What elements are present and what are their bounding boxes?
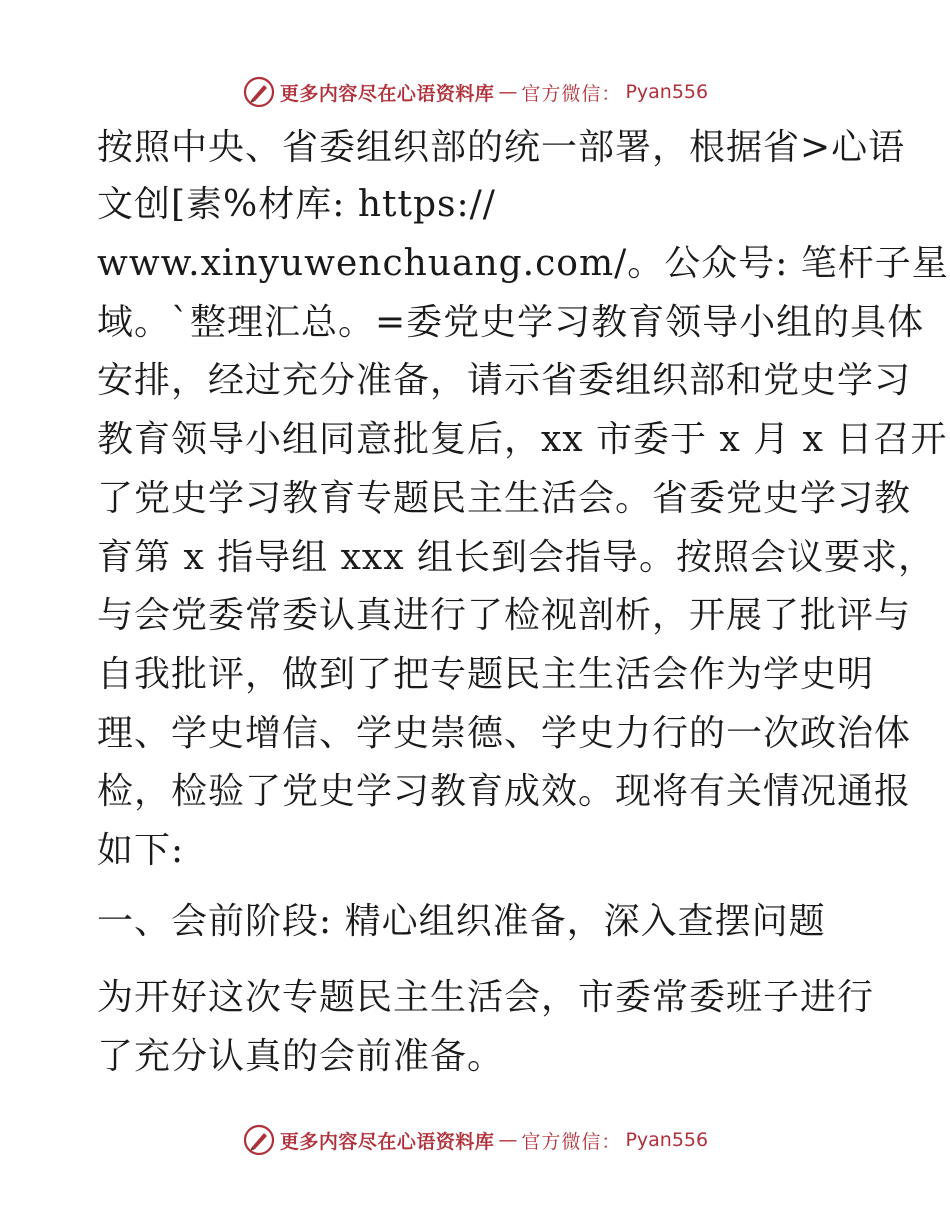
body-line: 与会党委常委认真进行了检视剖析，开展了批评与 [97,595,912,636]
watermark-wechat-id: Pyan556 [625,1129,709,1151]
body-line: 域。`整理汇总。=委党史学习教育领导小组的具体 [97,302,925,343]
body-line: 检，检验了党史学习教育成效。现将有关情况通报 [97,771,912,812]
body-line: 了充分认真的会前准备。 [97,1036,505,1077]
body-line: www.xinyuwenchuang.com/。公众号: 笔杆子星 [97,243,949,284]
body-line: 安排，经过充分准备，请示省委组织部和党史学习 [97,360,912,401]
body-line: 自我批评，做到了把专题民主生活会作为学史明 [97,654,875,695]
body-line: 为开好这次专题民主生活会，市委常委班子进行 [97,977,875,1018]
watermark-official-label: 官方微信： [521,1130,622,1153]
watermark-brand-text: 更多内容尽在心语资料库 [279,82,495,105]
header-watermark [0,72,950,112]
body-line: 按照中央、省委组织部的统一部署，根据省>心语 [97,127,906,168]
body-line: 如下: [97,830,185,871]
body-line: 文创[素%材库: https:// [97,184,496,225]
body-line: 理、学史增信、学史崇德、学史力行的一次政治体 [97,713,912,754]
watermark-brand-text: 更多内容尽在心语资料库 [279,1130,495,1153]
body-line: 了党史学习教育专题民主生活会。省委党史学习教 [97,478,912,519]
watermark-wechat-id: Pyan556 [625,81,709,103]
section-heading: 一、会前阶段: 精心组织准备，深入查摆问题 [97,901,826,942]
watermark-dash: — [498,81,518,103]
body-line: 教育领导小组同意批复后，xx 市委于 x 月 x 日召开 [97,419,948,460]
watermark-official-label: 官方微信： [521,82,622,105]
quill-pen-logo-icon [242,1123,276,1157]
watermark-dash: — [498,1129,518,1151]
footer-watermark [0,1120,950,1160]
quill-pen-logo-icon [242,75,276,109]
body-line: 育第 x 指导组 xxx 组长到会指导。按照会议要求， [97,537,935,578]
